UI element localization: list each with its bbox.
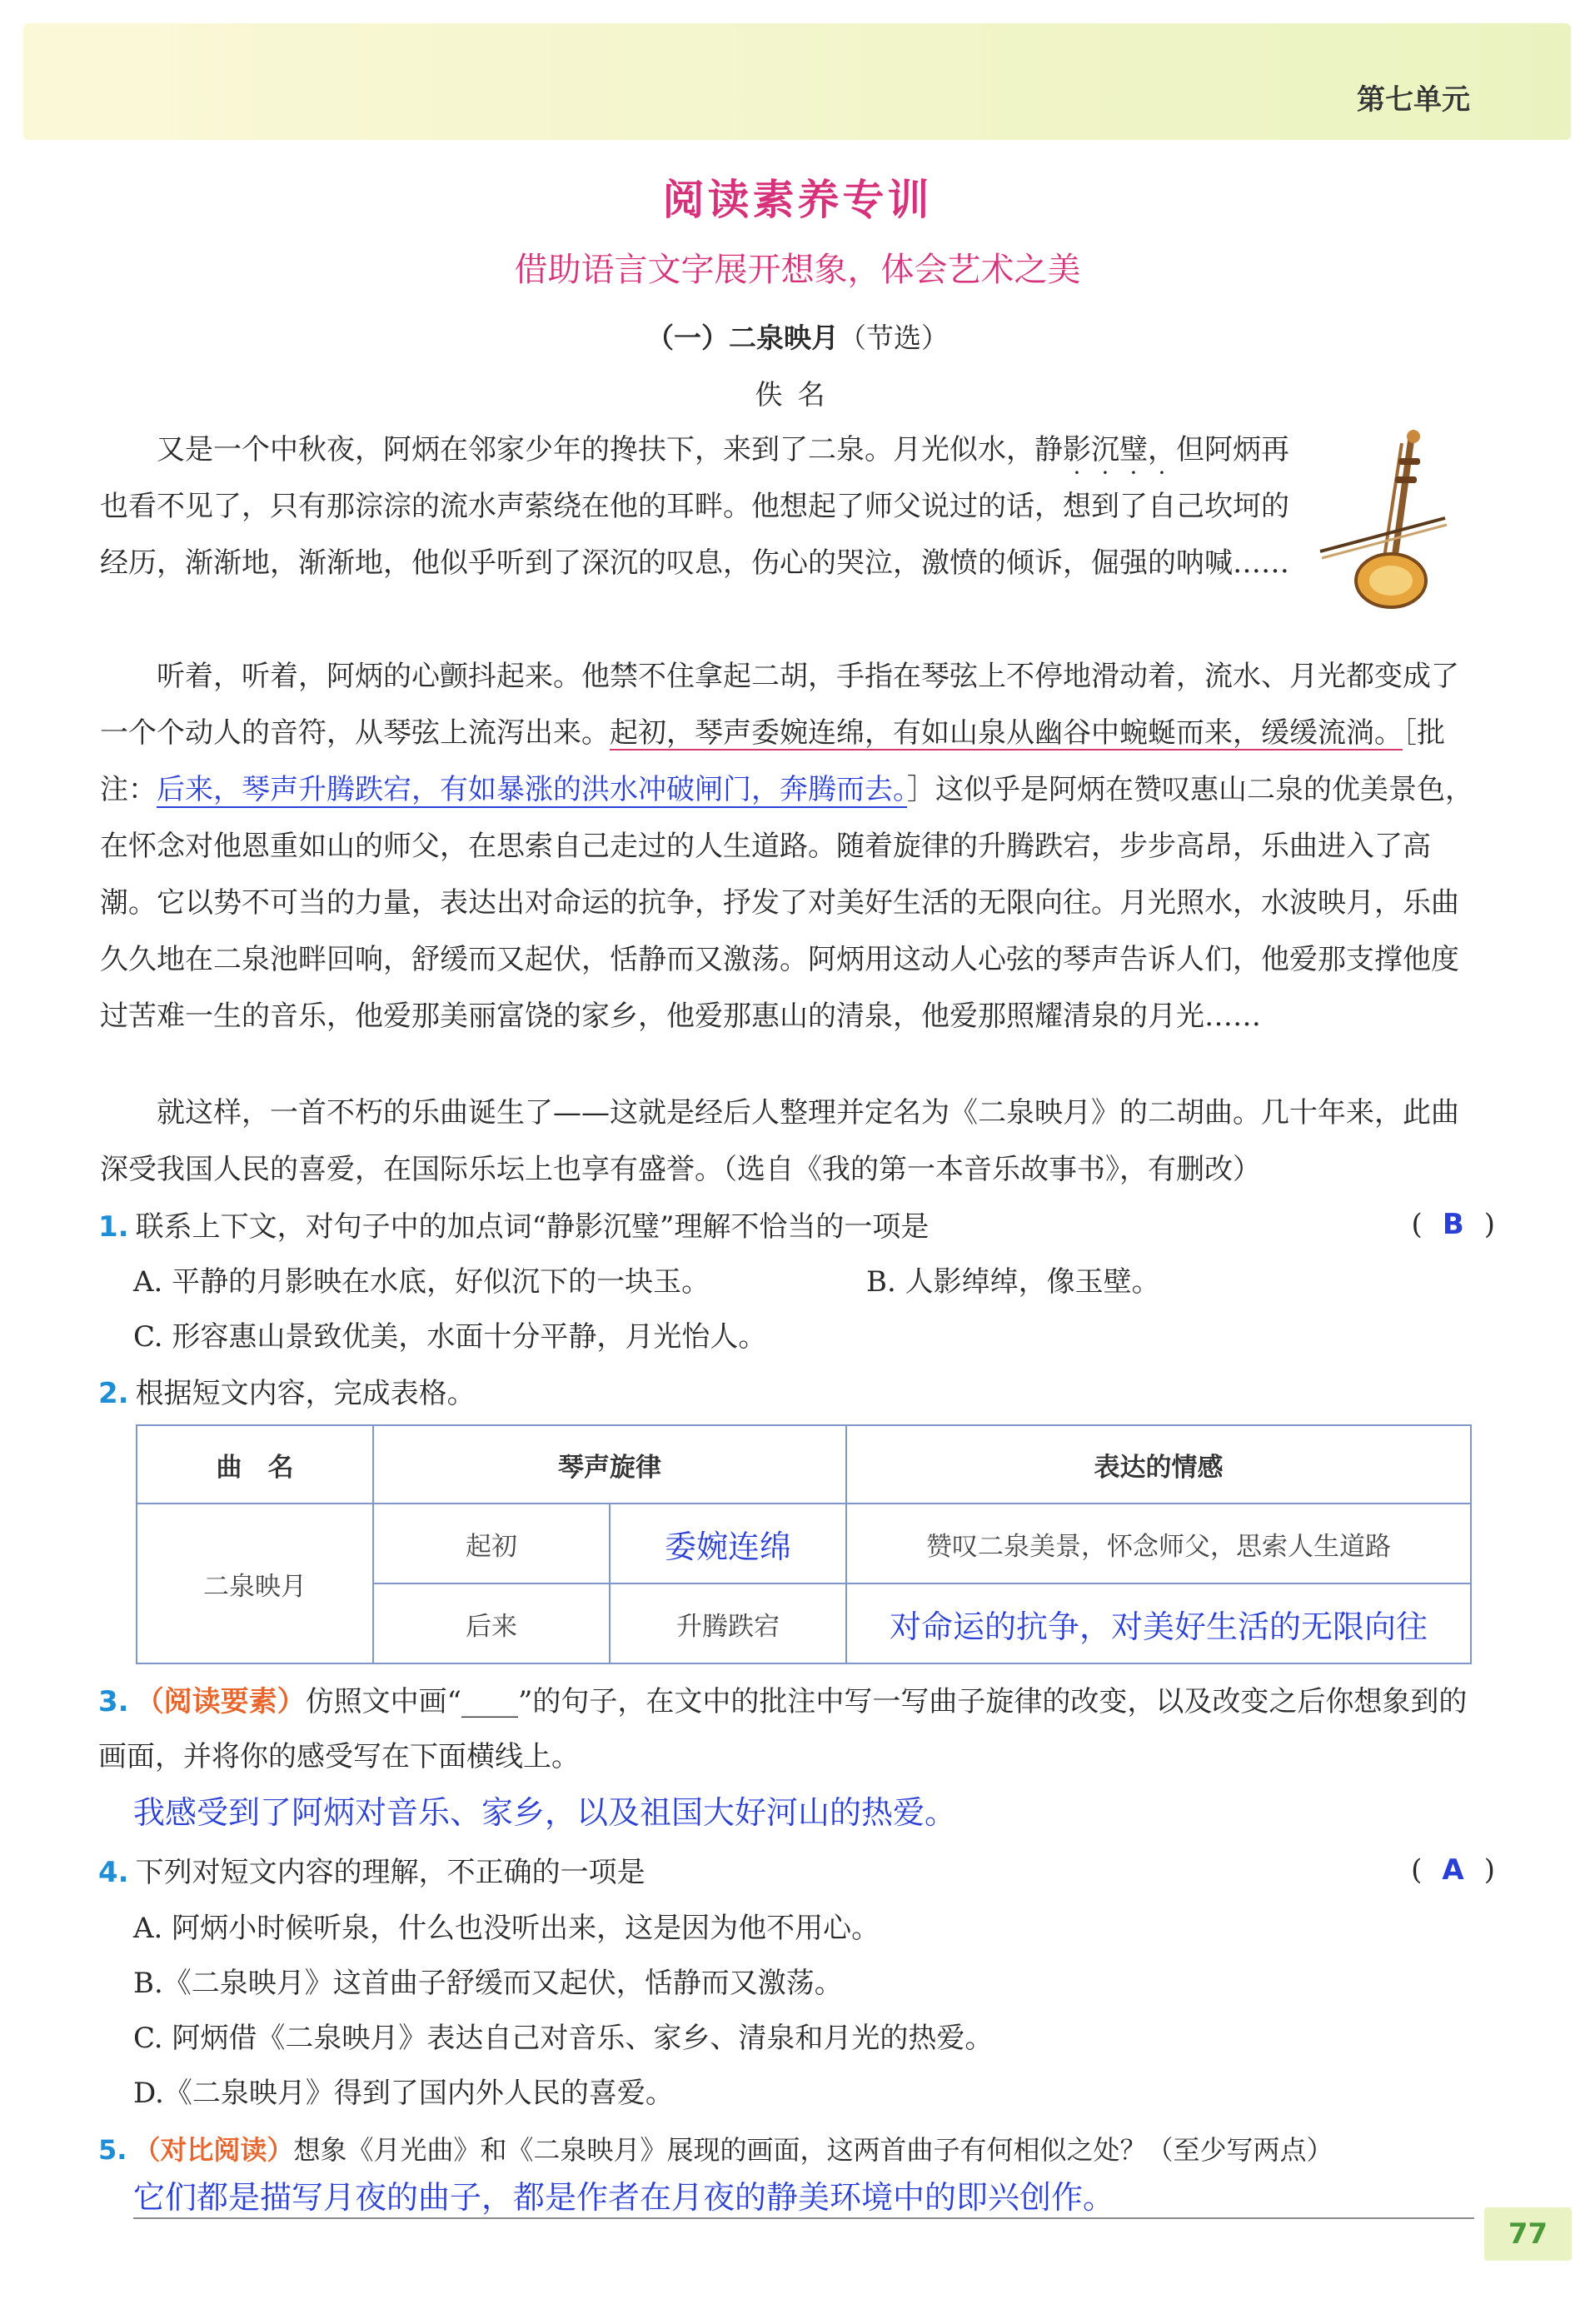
paragraph-3: 就这样，一首不朽的乐曲诞生了——这就是经后人整理并定名为《二泉映月》的二胡曲。几十年来，此曲深受我国人民的喜爱，在国际乐坛上也享有盛誉。（选自《我的第一本音乐故事书》，有删改） <box>100 1096 1459 1186</box>
question-3 <box>98 1674 1481 1784</box>
question-2 <box>98 1366 476 1421</box>
q4-number: 4. <box>98 1856 129 1889</box>
page-title: 阅读素养专训 <box>662 176 933 224</box>
question-4 <box>98 1845 645 1900</box>
section-number: （一） <box>646 322 729 354</box>
q1-option-c: C. 形容惠山景致优美，水面十分平静，月光怡人。 <box>133 1320 767 1354</box>
paragraph-1 <box>100 421 1291 591</box>
song-name-cell: 二泉映月 <box>137 1504 373 1663</box>
q4-text: 下列对短文内容的理解，不正确的一项是 <box>135 1856 645 1889</box>
section-name: 二泉映月 <box>729 322 839 354</box>
melody-cell: 升腾跌宕 <box>610 1583 846 1663</box>
underlined-sentence: 起初，琴声委婉连绵，有如山泉从幽谷中蜿蜒而来，缓缓流淌。 <box>610 716 1403 750</box>
table-header-row <box>137 1425 1471 1504</box>
p2-text-a: 听着，听着，阿炳的心颤抖起来。他禁不住拿起二胡，手指在琴弦上不停地滑动着，流水、月光都变成了一个个动人的音符，从琴弦上流泻出来。 <box>100 660 1459 750</box>
q2-text: 根据短文内容，完成表格。 <box>135 1377 476 1410</box>
header-song: 曲 名 <box>137 1425 373 1504</box>
emotion-cell: 赞叹二泉美景，怀念师父，思索人生道路 <box>846 1504 1471 1583</box>
q2-number: 2. <box>98 1377 129 1410</box>
header-emotion: 表达的情感 <box>846 1425 1471 1504</box>
note-close: ］ <box>907 773 935 806</box>
section-heading <box>0 317 1595 356</box>
q1-option-b: B. 人影绰绰，像玉壁。 <box>866 1265 1160 1299</box>
author: 佚名 <box>755 378 840 411</box>
q5-tag: （对比阅读） <box>133 2134 294 2166</box>
q3-answer: 我感受到了阿炳对音乐、家乡，以及祖国大好河山的热爱。 <box>133 1794 957 1831</box>
page-subtitle: 借助语言文字展开想象，体会艺术之美 <box>514 251 1081 289</box>
phase-cell: 起初 <box>373 1504 610 1583</box>
p1-text-a: 又是一个中秋夜，阿炳在邻家少年的搀扶下，来到了二泉。月光似水， <box>157 433 1034 466</box>
table-row <box>137 1504 1471 1583</box>
q1-number: 1. <box>98 1210 129 1244</box>
header-melody: 琴声旋律 <box>373 1425 846 1504</box>
note-open: ［批注： <box>100 716 1445 806</box>
q3-number: 3. <box>98 1685 129 1718</box>
question-5 <box>98 2122 1333 2177</box>
phase-cell: 后来 <box>373 1583 610 1663</box>
q4-option-d: D.《二泉映月》得到了国内外人民的喜爱。 <box>133 2077 674 2110</box>
q5-number: 5. <box>98 2134 127 2166</box>
q1-option-a: A. 平静的月影映在水底，好似沉下的一块玉。 <box>133 1265 710 1299</box>
question-1 <box>98 1199 929 1254</box>
q1-answer-box: ( B ) <box>1411 1208 1495 1241</box>
q4-answer-box: ( A ) <box>1411 1853 1495 1887</box>
p1-text-b: ，但阿炳再也看不见了，只有那淙淙的流水声萦绕在他的耳畔。他想起了师父说过的话，想到了自己坎坷的经历，渐渐地，渐渐地，他似乎听到了深沉的叹息，伤心的哭泣，激愤的倾诉，倔强的呐喊…… <box>100 433 1289 580</box>
page-number: 77 <box>1484 2207 1572 2261</box>
handwritten-annotation: 后来，琴声升腾跌宕，有如暴涨的洪水冲破闸门，奔腾而去。 <box>157 773 907 806</box>
melody-cell-answer: 委婉连绵 <box>610 1504 846 1583</box>
answer-line <box>133 2217 1474 2219</box>
q3-text: 仿照文中画“____”的句子，在文中的批注中写一写曲子旋律的改变，以及改变之后你想象到的画面，并将你的感受写在下面横线上。 <box>98 1685 1468 1773</box>
erhu-illustration-icon <box>1312 426 1453 618</box>
p2-text-b: 这似乎是阿炳在赞叹惠山二泉的优美景色，在怀念对他恩重如山的师父，在思索自己走过的人生道路。随着旋律的升腾跌宕，步步高昂，乐曲进入了高潮。它以势不可当的力量，表达出对命运的抗争，抒发了对美好生活的无限向往。月光照水，水波映月，乐曲久久地在二泉池畔回响，舒缓而又起伏，恬静而又激荡。阿炳用这动人心弦的琴声告诉人们，他爱那支撑他度过苦难一生的音乐，他爱那美丽富饶的家乡，他爱那惠山的清泉，他爱那照耀清泉的月光…… <box>100 773 1473 1033</box>
dotted-phrase: 静影沉璧 <box>1034 433 1148 466</box>
q4-option-c: C. 阿炳借《二泉映月》表达自己对音乐、家乡、清泉和月光的热爱。 <box>133 2022 994 2055</box>
section-note: （节选） <box>839 322 949 354</box>
unit-label: 第七单元 <box>1357 83 1470 117</box>
q5-answer: 它们都是描写月夜的曲子，都是作者在月夜的静美环境中的即兴创作。 <box>133 2179 1115 2216</box>
q5-text: 想象《月光曲》和《二泉映月》展现的画面，这两首曲子有何相似之处？（至少写两点） <box>293 2134 1333 2166</box>
paragraph-2 <box>100 648 1483 1045</box>
q4-option-a: A. 阿炳小时候听泉，什么也没听出来，这是因为他不用心。 <box>133 1912 880 1945</box>
emotion-cell-answer: 对命运的抗争，对美好生活的无限向往 <box>846 1583 1471 1663</box>
melody-table <box>136 1424 1472 1664</box>
q1-text: 联系上下文，对句子中的加点词“静影沉璧”理解不恰当的一项是 <box>135 1210 930 1244</box>
q4-answer: A <box>1442 1853 1464 1887</box>
header-band <box>23 23 1571 140</box>
q1-answer: B <box>1442 1208 1464 1241</box>
q4-option-b: B.《二泉映月》这首曲子舒缓而又起伏，恬静而又激荡。 <box>133 1967 843 2000</box>
q3-tag: （阅读要素） <box>135 1685 306 1718</box>
